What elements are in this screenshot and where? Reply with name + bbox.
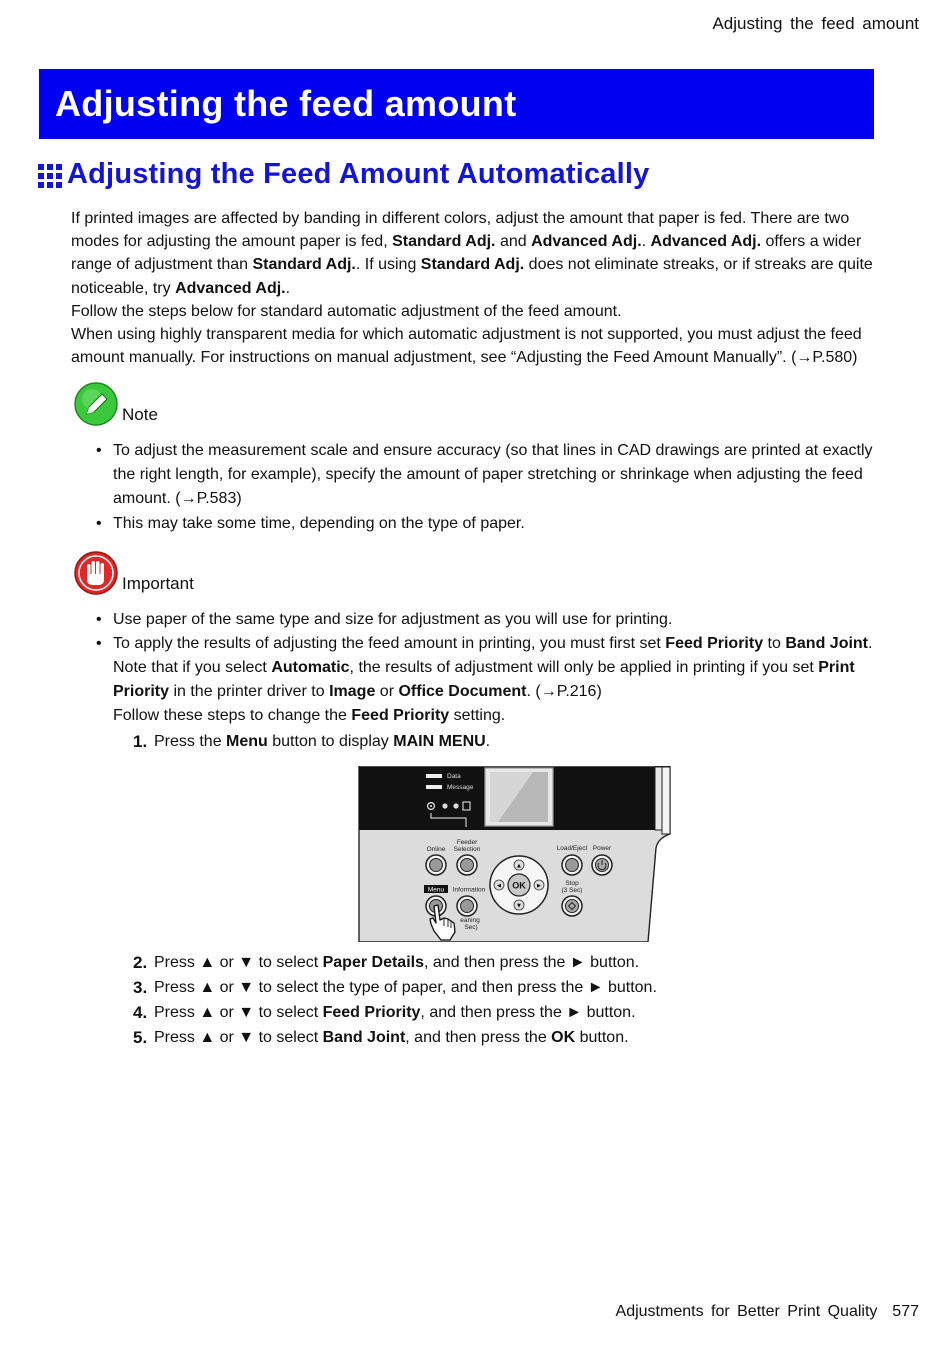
title-banner <box>39 69 874 139</box>
step-list <box>71 729 881 754</box>
control-panel-illustration <box>358 766 672 942</box>
intro-term: Standard Adj. <box>252 256 356 274</box>
down-arrow-label: ▼ <box>515 902 523 910</box>
step-term: MAIN MENU <box>393 732 486 750</box>
step-term: OK <box>551 1028 576 1046</box>
important-label: Important <box>122 573 194 593</box>
step-term: Menu <box>226 732 268 750</box>
pencil-icon <box>73 381 119 427</box>
step-item <box>71 975 881 1000</box>
note-callout <box>71 381 881 535</box>
intro-text: . <box>641 233 651 251</box>
information-button[interactable] <box>457 896 477 916</box>
selection-label: Selection <box>453 845 481 853</box>
load-eject-button[interactable] <box>562 855 582 875</box>
step-item <box>71 1025 881 1050</box>
step-text: button to display <box>267 732 394 750</box>
step-term: Band Joint <box>322 1028 406 1046</box>
important-header <box>71 550 881 606</box>
item-text: , the results of adjustment will only be applied in printing if you set <box>349 659 819 677</box>
item-text: To apply the results of adjusting the feed amount in printing, you must first set <box>113 635 666 653</box>
intro-line-3: When using highly transparent media for which automatic adjustment is not supported, you must adjust the feed amount manually. For instructions on manual adjustment, see “Adjusting the Feed Amount Manually”. (→P.580) <box>71 326 862 367</box>
page-title: Adjusting the feed amount <box>55 83 517 124</box>
step-text: Press ▲ or ▼ to select <box>154 1028 323 1046</box>
step-text: , and then press the <box>405 1028 552 1046</box>
information-label: Information <box>452 886 486 894</box>
follow-instruction <box>71 705 881 727</box>
page-number: 577 <box>892 1303 919 1320</box>
item-term: Office Document <box>398 683 527 700</box>
intro-text: offers a wider range of adjustment than <box>71 233 862 274</box>
intro-term: Advanced Adj. <box>175 279 286 297</box>
item-term: Automatic <box>271 659 350 677</box>
step-number: 5. <box>133 1027 148 1047</box>
stop-button[interactable] <box>562 896 582 916</box>
intro-text: . <box>285 279 291 297</box>
section-title: Adjusting the Feed Amount Automatically <box>67 158 650 190</box>
step-text: button. <box>575 1028 629 1046</box>
step-item <box>71 1000 881 1025</box>
step-number: 2. <box>133 952 148 972</box>
online-button[interactable] <box>426 855 446 875</box>
item-text: to <box>763 635 786 653</box>
item-text: . Note that if you select <box>113 635 873 677</box>
step-term: Feed Priority <box>322 1003 421 1021</box>
important-callout <box>71 550 881 1050</box>
follow-term: Feed Priority <box>351 706 450 724</box>
intro-paragraph <box>71 207 881 300</box>
item-term: Band Joint <box>785 635 869 653</box>
menu-label: Menu <box>427 886 445 894</box>
note-list <box>71 439 881 535</box>
footer-section-title: Adjustments for Better Print Quality <box>615 1303 878 1320</box>
up-arrow-label: ▲ <box>515 862 523 870</box>
load-eject-label: Load/Eject <box>556 844 588 852</box>
intro-text: does not eliminate streaks, or if streaks are quite noticeable, try <box>71 256 873 297</box>
item-text: in the printer driver to <box>169 683 330 700</box>
follow-text: Follow these steps to change the <box>113 706 352 724</box>
cleaning-label: eaning <box>460 916 480 924</box>
step-list-continued <box>71 950 881 1050</box>
item-text: or <box>375 683 399 700</box>
intro-text: . If using <box>355 256 421 274</box>
note-header <box>71 381 881 437</box>
data-indicator-label: Data <box>447 772 461 780</box>
feeder-selection-button[interactable] <box>457 855 477 875</box>
step-text: Press ▲ or ▼ to select <box>154 953 323 971</box>
ok-label: OK <box>512 880 526 891</box>
intro-term: Standard Adj. <box>392 233 496 251</box>
follow-text: setting. <box>449 706 506 724</box>
item-term: Print Priority <box>113 659 855 700</box>
power-label: Power <box>592 844 612 852</box>
step-text: Press the <box>154 732 227 750</box>
item-text: . (→P.216) <box>526 683 602 700</box>
step-text: , and then press the ► button. <box>420 1003 636 1021</box>
stop-label: Stop <box>565 879 579 887</box>
list-item <box>71 632 881 703</box>
list-item: • Use paper of the same type and size for adjustment as you will use for printing. <box>71 608 881 632</box>
right-arrow-label: ► <box>535 882 543 890</box>
direction-pad[interactable] <box>490 856 548 914</box>
online-label: Online <box>426 845 446 853</box>
step-text: Press ▲ or ▼ to select <box>154 1003 323 1021</box>
item-term: Feed Priority <box>665 635 764 653</box>
step-item <box>71 729 881 754</box>
intro-term: Advanced Adj. <box>531 233 642 251</box>
step-number: 3. <box>133 977 148 997</box>
left-arrow-label: ◄ <box>495 882 503 890</box>
step-text: . <box>485 732 491 750</box>
hand-icon <box>73 550 119 596</box>
intro-term: Advanced Adj. <box>650 233 762 251</box>
step-text: , and then press the ► button. <box>424 953 640 971</box>
intro-line-2: Follow the steps below for standard automatic adjustment of the feed amount. <box>71 302 622 320</box>
section-heading <box>38 158 649 191</box>
item-term: Image <box>329 683 376 700</box>
intro-term: Standard Adj. <box>420 256 525 274</box>
step-number: 4. <box>133 1002 148 1022</box>
intro-text: and <box>495 233 532 251</box>
stop-duration-label: (3 Sec) <box>561 886 583 894</box>
running-head: Adjusting the feed amount <box>712 14 919 33</box>
step-text: Press ▲ or ▼ to select the type of paper, and then press the ► button. <box>154 978 657 996</box>
list-item: • This may take some time, depending on the type of paper. <box>71 512 881 536</box>
note-label: Note <box>122 405 158 425</box>
important-list <box>71 608 881 704</box>
cleaning-duration-label: Sec) <box>464 923 478 931</box>
grid-icon <box>38 164 62 188</box>
step-number: 1. <box>133 731 148 751</box>
message-indicator-label: Message <box>447 783 474 791</box>
page-footer <box>616 1303 919 1321</box>
list-item: • To adjust the measurement scale and ensure accuracy (so that lines in CAD drawings are printed at exactly the right length, for example), specify the amount of paper stretching or shrinkage when adjusting the feed amount. (→P.583) <box>71 439 881 510</box>
power-button[interactable] <box>592 855 612 875</box>
intro-text: If printed images are affected by banding in different colors, adjust the amount that paper is fed. There are two modes for adjusting the amount paper is fed, <box>71 210 850 251</box>
feeder-label: Feeder <box>456 838 478 846</box>
control-panel-drawing <box>358 766 672 942</box>
step-item <box>71 950 881 975</box>
main-content <box>71 207 881 1050</box>
step-term: Paper Details <box>322 953 424 971</box>
